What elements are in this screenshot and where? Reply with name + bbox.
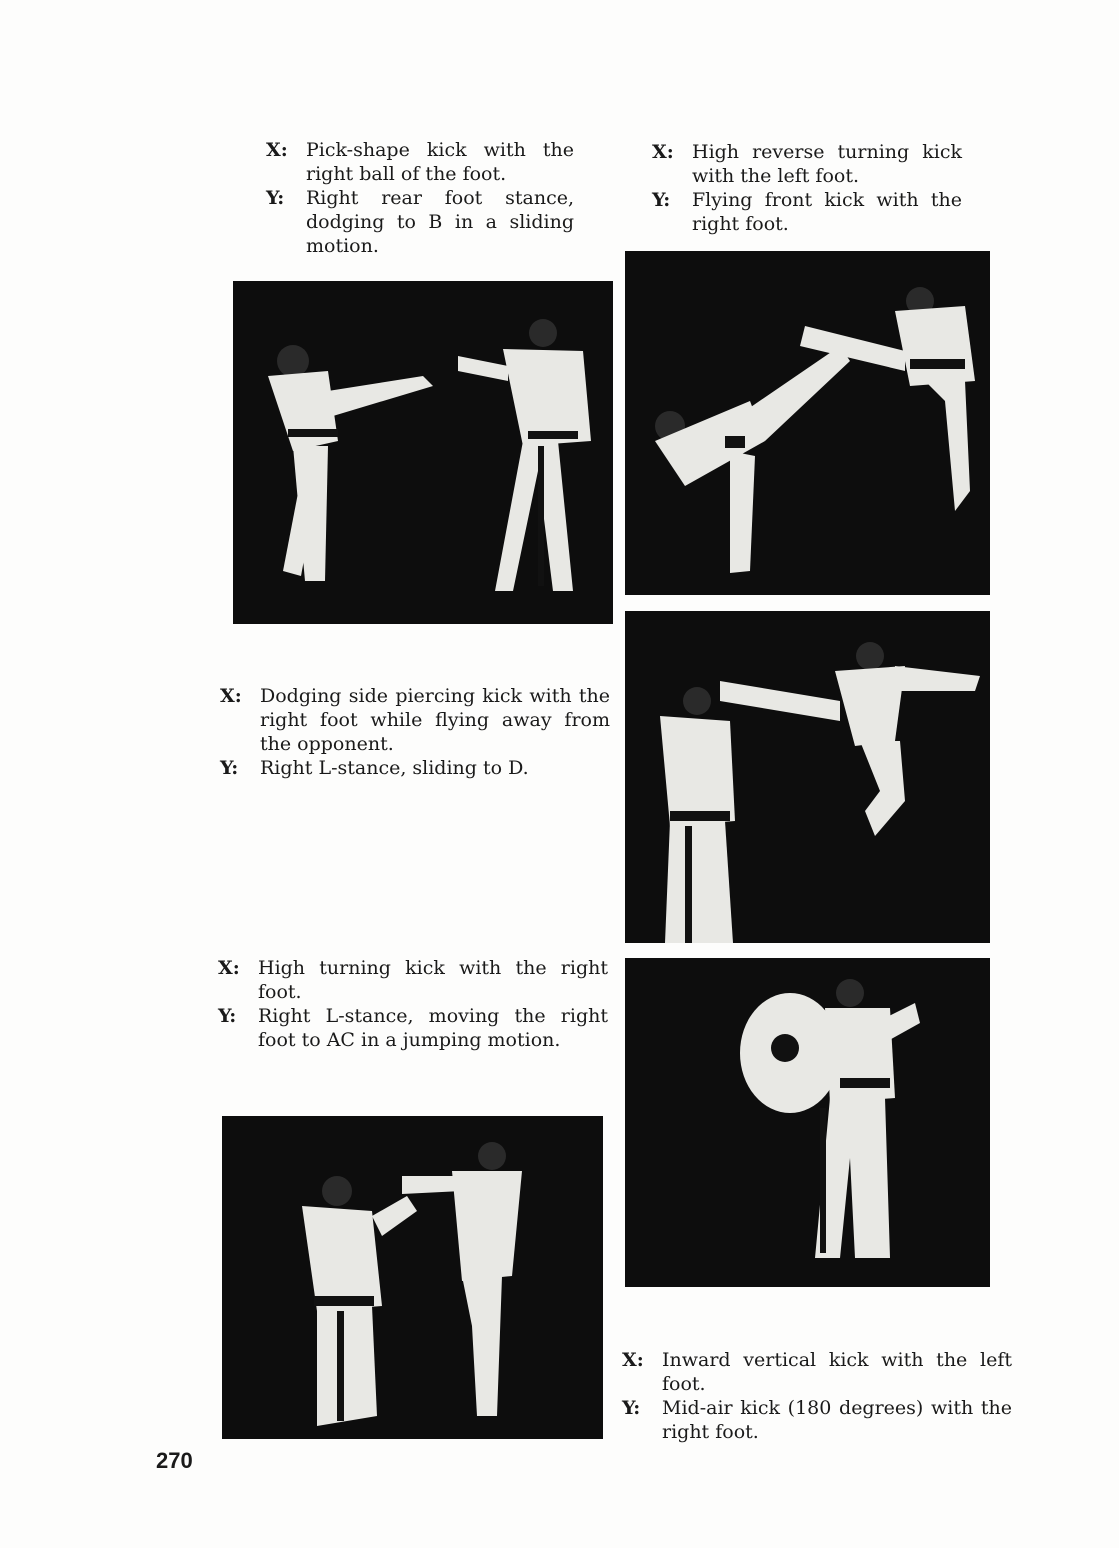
x-description: Dodging side piercing kick with the right foot while flying away from the opponent. <box>260 685 610 755</box>
y-description: Mid-air kick (180 degrees) with the right foot. <box>662 1397 1012 1443</box>
reverse-turning-kick-photo <box>625 251 990 595</box>
x-description: Inward vertical kick with the left foot. <box>662 1349 1012 1395</box>
mid-air-kick-figures-icon <box>625 958 990 1287</box>
x-description: High reverse turning kick with the left foot. <box>692 141 962 187</box>
x-label: X: <box>266 139 288 161</box>
y-label: Y: <box>652 189 671 211</box>
flying-kick-figures-icon <box>625 251 990 595</box>
y-description: Flying front kick with the right foot. <box>692 189 962 235</box>
y-description: Right rear foot stance, dodging to B in a sliding motion. <box>306 187 574 257</box>
y-label: Y: <box>622 1397 641 1419</box>
y-description: Right L-stance, moving the right foot to AC in a jumping motion. <box>258 1005 608 1051</box>
x-label: X: <box>652 141 674 163</box>
turning-kick-photo <box>222 1116 603 1439</box>
side-piercing-kick-photo <box>625 611 990 943</box>
high-turning-kick-figures-icon <box>222 1116 603 1439</box>
kick-figures-icon <box>233 281 613 624</box>
caption-inward-vertical-kick <box>622 1348 1012 1444</box>
y-label: Y: <box>266 187 285 209</box>
y-label: Y: <box>220 757 239 779</box>
x-label: X: <box>622 1349 644 1371</box>
caption-reverse-turning-kick <box>652 140 962 236</box>
caption-side-piercing-kick <box>220 684 610 780</box>
side-kick-figures-icon <box>625 611 990 943</box>
x-description: Pick-shape kick with the right ball of the foot. <box>306 139 574 185</box>
caption-turning-kick <box>218 956 608 1052</box>
y-label: Y: <box>218 1005 237 1027</box>
y-description: Right L-stance, sliding to D. <box>260 757 529 779</box>
caption-pick-shape-kick <box>266 138 574 258</box>
x-label: X: <box>218 957 240 979</box>
x-description: High turning kick with the right foot. <box>258 957 608 1003</box>
pick-shape-kick-photo <box>233 281 613 624</box>
vertical-kick-photo <box>625 958 990 1287</box>
page-number: 270 <box>156 1448 193 1473</box>
x-label: X: <box>220 685 242 707</box>
